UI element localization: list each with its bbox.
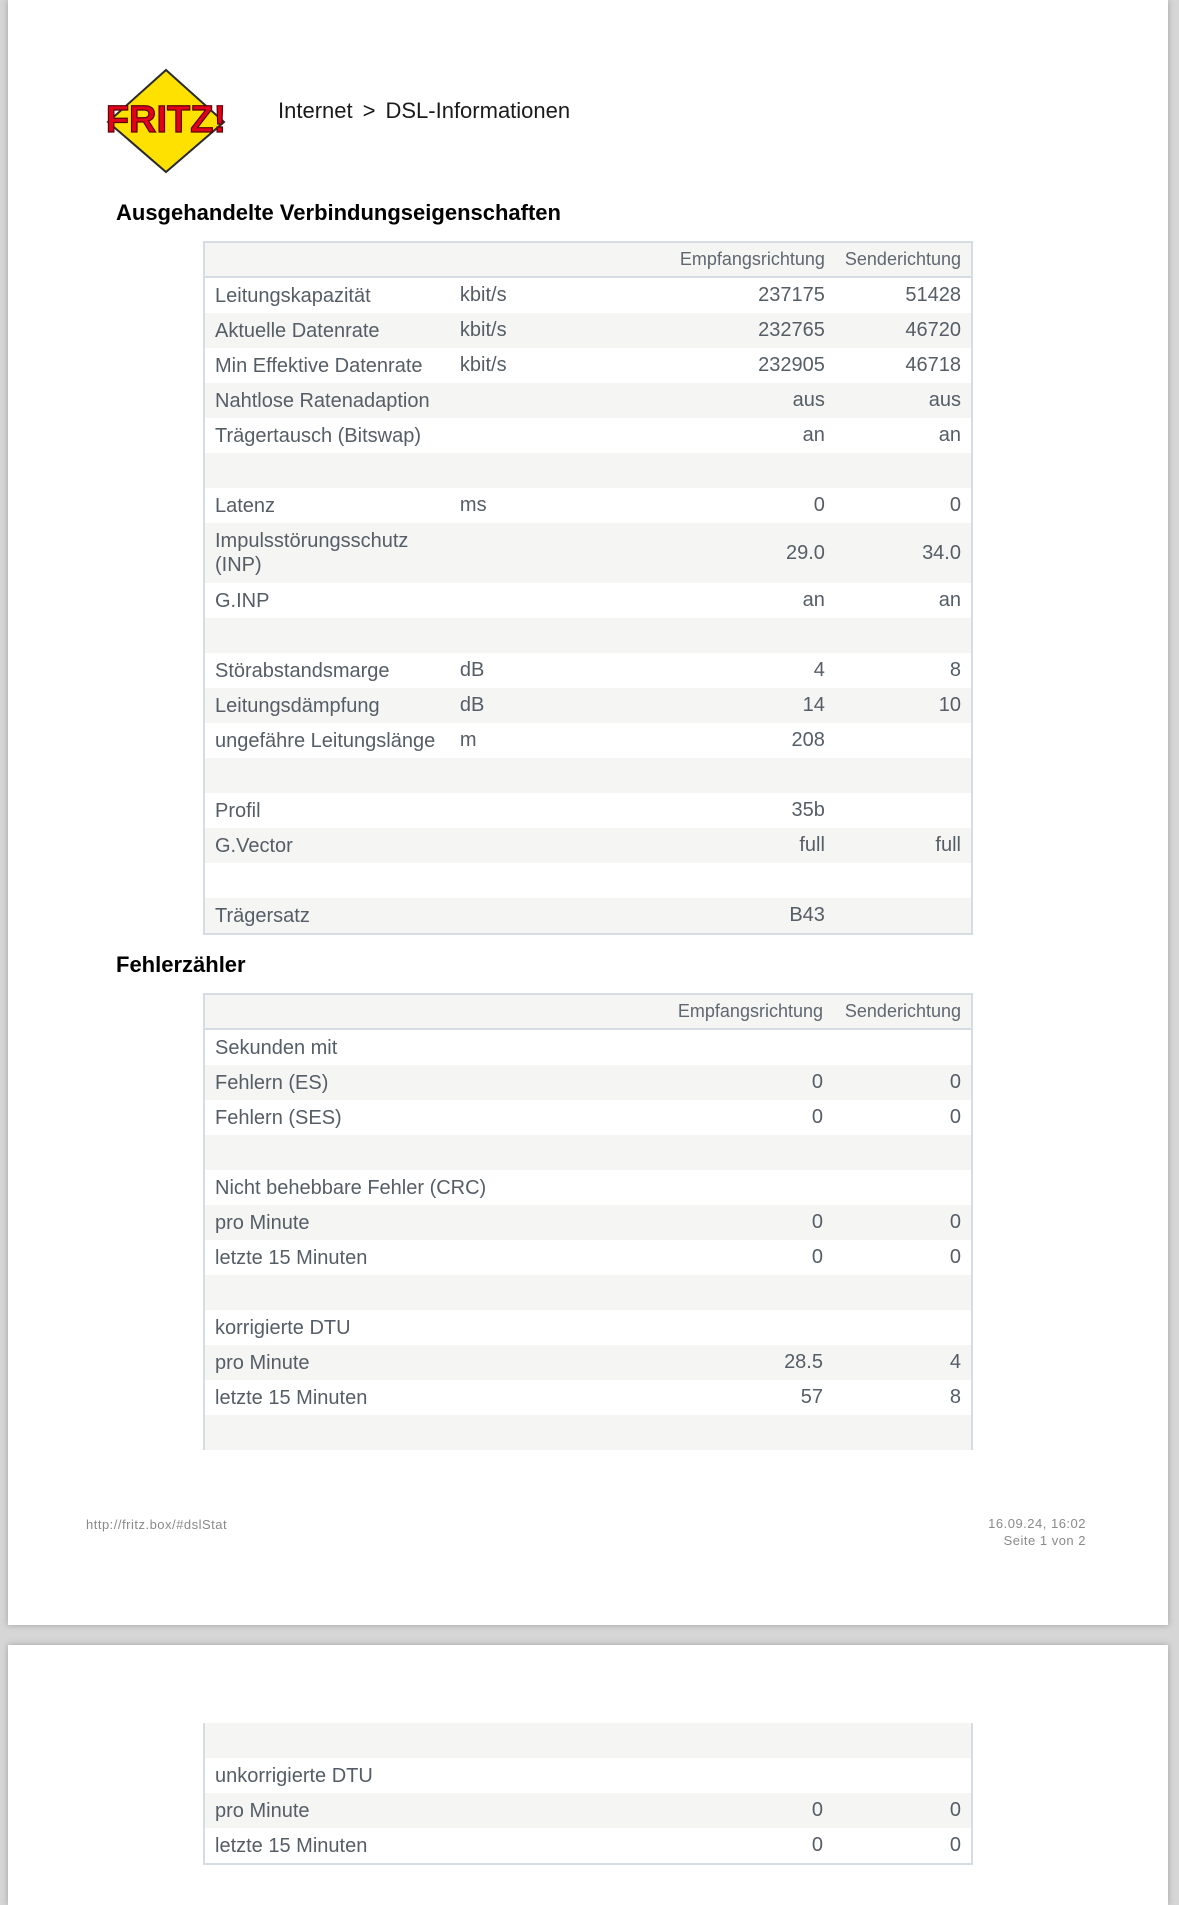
- row-label: [204, 453, 450, 488]
- footer-url: http://fritz.box/#dslStat: [86, 1517, 228, 1532]
- row-tx-value: [833, 1170, 972, 1205]
- section-title-error-counters: Fehlerzähler: [116, 952, 246, 977]
- table-row: [204, 348, 972, 383]
- table-row: [204, 1275, 972, 1310]
- table-row: [204, 863, 972, 898]
- breadcrumb: [278, 98, 570, 124]
- row-label: G.Vector: [204, 828, 450, 863]
- row-rx-value: [573, 1029, 833, 1065]
- col-header-rx: Empfangsrichtung: [583, 242, 835, 277]
- empty-cell: [833, 1415, 972, 1450]
- row-unit: [450, 758, 583, 793]
- print-page-2: [8, 1645, 1168, 1905]
- row-unit: [450, 418, 583, 453]
- row-unit: [450, 383, 583, 418]
- row-tx-value: [833, 1723, 972, 1758]
- table-row: [204, 723, 972, 758]
- breadcrumb-parent: Internet: [278, 98, 353, 123]
- col-header-rx: Empfangsrichtung: [573, 994, 833, 1029]
- row-label: Min Effektive Datenrate: [204, 348, 450, 383]
- row-rx-value: full: [583, 828, 835, 863]
- table-row: [204, 618, 972, 653]
- row-label: unkorrigierte DTU: [204, 1758, 573, 1793]
- col-header-unit: [450, 242, 583, 277]
- table-row: [204, 1170, 972, 1205]
- row-unit: [450, 793, 583, 828]
- row-tx-value: aus: [835, 383, 972, 418]
- row-unit: dB: [450, 688, 583, 723]
- row-tx-value: [835, 723, 972, 758]
- row-tx-value: 51428: [835, 277, 972, 313]
- row-tx-value: [833, 1275, 972, 1310]
- row-tx-value: [833, 1029, 972, 1065]
- table-row: [204, 1065, 972, 1100]
- row-label: [204, 618, 450, 653]
- row-tx-value: [833, 1758, 972, 1793]
- row-label: Impulsstörungsschutz (INP): [204, 523, 450, 583]
- row-unit: [450, 523, 583, 583]
- table-row: [204, 1758, 972, 1793]
- row-tx-value: 8: [833, 1380, 972, 1415]
- row-rx-value: [573, 1135, 833, 1170]
- table-row: [204, 418, 972, 453]
- row-label: pro Minute: [204, 1345, 573, 1380]
- section-title-connection: Ausgehandelte Verbindungseigenschaften: [116, 200, 561, 225]
- row-unit: m: [450, 723, 583, 758]
- row-tx-value: an: [835, 583, 972, 618]
- row-tx-value: [835, 618, 972, 653]
- table-row: [204, 1380, 972, 1415]
- row-label: Aktuelle Datenrate: [204, 313, 450, 348]
- row-label: Nahtlose Ratenadaption: [204, 383, 450, 418]
- row-tx-value: 46718: [835, 348, 972, 383]
- row-tx-value: [833, 1310, 972, 1345]
- table-row: [204, 1310, 972, 1345]
- row-label: Nicht behebbare Fehler (CRC): [204, 1170, 573, 1205]
- row-unit: kbit/s: [450, 348, 583, 383]
- row-tx-value: [835, 793, 972, 828]
- row-rx-value: 28.5: [573, 1345, 833, 1380]
- row-tx-value: [835, 758, 972, 793]
- empty-cell: [204, 1415, 573, 1450]
- row-rx-value: 0: [573, 1065, 833, 1100]
- row-rx-value: an: [583, 583, 835, 618]
- row-rx-value: [573, 1275, 833, 1310]
- row-rx-value: [573, 1170, 833, 1205]
- row-label: [204, 863, 450, 898]
- row-tx-value: [835, 453, 972, 488]
- row-rx-value: an: [583, 418, 835, 453]
- print-page-1: [8, 0, 1168, 1625]
- table-row: [204, 793, 972, 828]
- table-row: [204, 313, 972, 348]
- row-rx-value: 0: [583, 488, 835, 523]
- row-rx-value: 0: [573, 1828, 833, 1864]
- row-unit: [450, 898, 583, 934]
- table-row: [204, 688, 972, 723]
- row-rx-value: 0: [573, 1793, 833, 1828]
- row-tx-value: 0: [833, 1065, 972, 1100]
- row-tx-value: 0: [833, 1828, 972, 1864]
- row-tx-value: 4: [833, 1345, 972, 1380]
- error-counter-table-continued: [203, 1723, 973, 1865]
- row-rx-value: [573, 1758, 833, 1793]
- col-header-tx: Senderichtung: [835, 242, 972, 277]
- row-rx-value: [583, 758, 835, 793]
- row-rx-value: 0: [573, 1100, 833, 1135]
- row-rx-value: 14: [583, 688, 835, 723]
- row-label: Fehlern (ES): [204, 1065, 573, 1100]
- footer-page-info: [988, 1515, 1086, 1549]
- row-rx-value: 237175: [583, 277, 835, 313]
- row-label: pro Minute: [204, 1793, 573, 1828]
- row-rx-value: 0: [573, 1205, 833, 1240]
- row-label: Fehlern (SES): [204, 1100, 573, 1135]
- empty-cell: [573, 1415, 833, 1450]
- col-header-label: [204, 242, 450, 277]
- row-unit: [450, 828, 583, 863]
- row-label: ungefähre Leitungslänge: [204, 723, 450, 758]
- table-row: [204, 1205, 972, 1240]
- table-row: [204, 523, 972, 583]
- row-rx-value: 35b: [583, 793, 835, 828]
- table-row: [204, 758, 972, 793]
- table-row: [204, 583, 972, 618]
- fritz-logo-icon: [100, 66, 240, 174]
- row-tx-value: [833, 1135, 972, 1170]
- row-label: letzte 15 Minuten: [204, 1828, 573, 1864]
- row-tx-value: 0: [833, 1240, 972, 1275]
- row-label: letzte 15 Minuten: [204, 1380, 573, 1415]
- table-row: [204, 898, 972, 934]
- row-rx-value: 208: [583, 723, 835, 758]
- table-row: [204, 383, 972, 418]
- row-label: pro Minute: [204, 1205, 573, 1240]
- footer-page-number: Seite 1 von 2: [1003, 1533, 1086, 1548]
- row-rx-value: 29.0: [583, 523, 835, 583]
- row-rx-value: [583, 618, 835, 653]
- row-tx-value: 0: [833, 1100, 972, 1135]
- row-label: [204, 1723, 573, 1758]
- connection-properties-table: [203, 241, 973, 935]
- row-unit: ms: [450, 488, 583, 523]
- footer-datetime: 16.09.24, 16:02: [988, 1516, 1086, 1531]
- row-rx-value: [573, 1310, 833, 1345]
- row-tx-value: 0: [833, 1793, 972, 1828]
- row-tx-value: [835, 863, 972, 898]
- table-row: [204, 1828, 972, 1864]
- row-unit: dB: [450, 653, 583, 688]
- table-row: [204, 453, 972, 488]
- row-unit: [450, 863, 583, 898]
- table-row: [204, 1723, 972, 1758]
- row-label: Sekunden mit: [204, 1029, 573, 1065]
- row-label: Störabstandsmarge: [204, 653, 450, 688]
- row-tx-value: [835, 898, 972, 934]
- row-label: Profil: [204, 793, 450, 828]
- row-tx-value: 0: [833, 1205, 972, 1240]
- row-rx-value: 4: [583, 653, 835, 688]
- row-tx-value: full: [835, 828, 972, 863]
- row-rx-value: aus: [583, 383, 835, 418]
- row-label: [204, 1275, 573, 1310]
- svg-text:FRITZ!: FRITZ!: [105, 99, 227, 141]
- table-row: [204, 828, 972, 863]
- row-unit: [450, 618, 583, 653]
- row-label: G.INP: [204, 583, 450, 618]
- row-label: Latenz: [204, 488, 450, 523]
- row-label: Leitungskapazität: [204, 277, 450, 313]
- table-row: [204, 1100, 972, 1135]
- table-row: [204, 653, 972, 688]
- table-row: [204, 1240, 972, 1275]
- breadcrumb-separator: >: [362, 98, 376, 123]
- row-tx-value: 34.0: [835, 523, 972, 583]
- table-row: [204, 277, 972, 313]
- row-label: letzte 15 Minuten: [204, 1240, 573, 1275]
- row-rx-value: B43: [583, 898, 835, 934]
- row-tx-value: 10: [835, 688, 972, 723]
- row-label: Trägertausch (Bitswap): [204, 418, 450, 453]
- row-rx-value: [583, 453, 835, 488]
- breadcrumb-current: DSL-Informationen: [385, 98, 571, 123]
- error-counter-table: [203, 993, 973, 1450]
- row-label: Trägersatz: [204, 898, 450, 934]
- row-unit: [450, 583, 583, 618]
- row-unit: kbit/s: [450, 277, 583, 313]
- col-header-label: [204, 994, 573, 1029]
- row-label: Leitungsdämpfung: [204, 688, 450, 723]
- row-rx-value: [583, 863, 835, 898]
- row-unit: [450, 453, 583, 488]
- row-rx-value: 232765: [583, 313, 835, 348]
- row-rx-value: 232905: [583, 348, 835, 383]
- row-tx-value: an: [835, 418, 972, 453]
- row-tx-value: 8: [835, 653, 972, 688]
- row-label: [204, 758, 450, 793]
- table-row: [204, 1135, 972, 1170]
- table-row: [204, 488, 972, 523]
- row-label: [204, 1135, 573, 1170]
- table-row-cut: [204, 1415, 972, 1450]
- row-tx-value: 0: [835, 488, 972, 523]
- table-row: [204, 1029, 972, 1065]
- table-row: [204, 1793, 972, 1828]
- row-rx-value: 57: [573, 1380, 833, 1415]
- row-unit: kbit/s: [450, 313, 583, 348]
- row-rx-value: 0: [573, 1240, 833, 1275]
- row-rx-value: [573, 1723, 833, 1758]
- col-header-tx: Senderichtung: [833, 994, 972, 1029]
- row-tx-value: 46720: [835, 313, 972, 348]
- table-row: [204, 1345, 972, 1380]
- row-label: korrigierte DTU: [204, 1310, 573, 1345]
